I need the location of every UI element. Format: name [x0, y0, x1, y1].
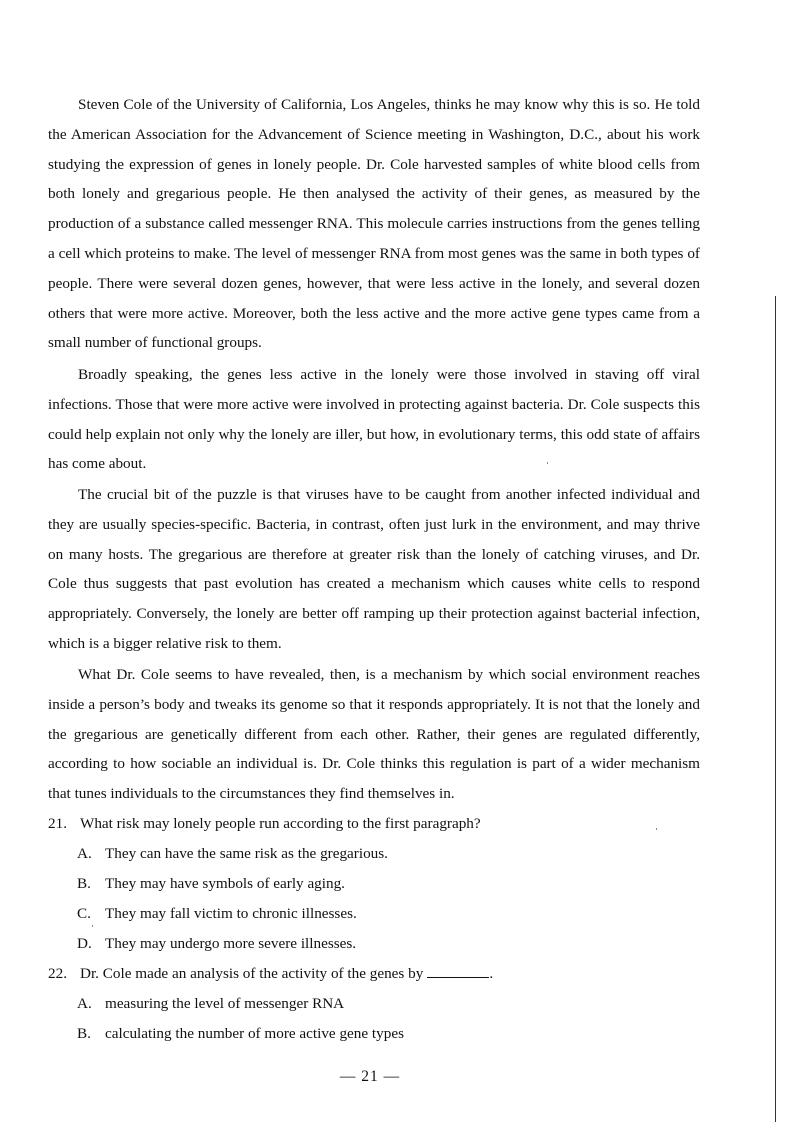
option-text: measuring the level of messenger RNA: [105, 995, 345, 1012]
option-letter: B.: [77, 875, 91, 892]
option-21-c: [77, 903, 357, 925]
answer-blank[interactable]: [427, 963, 489, 978]
scan-speck: [656, 828, 657, 830]
option-text: They may have symbols of early aging.: [105, 875, 345, 892]
scan-speck: [92, 925, 93, 927]
question-number: 22.: [48, 965, 67, 982]
option-22-b: [77, 1023, 404, 1045]
option-text: They can have the same risk as the gregarious.: [105, 845, 388, 862]
question-text: What risk may lonely people run according to the first paragraph?: [80, 815, 481, 832]
option-21-b: [77, 873, 345, 895]
question-number: 21.: [48, 815, 67, 832]
option-letter: C.: [77, 905, 91, 922]
option-letter: A.: [77, 995, 92, 1012]
option-letter: A.: [77, 845, 92, 862]
page-number: — 21 —: [339, 1068, 401, 1085]
question-suffix: .: [489, 965, 494, 982]
option-letter: D.: [77, 935, 92, 952]
question-21: [48, 813, 481, 835]
paragraph-2: Broadly speaking, the genes less active in the lonely were those involved in staving off viral infections. Those that were more active were involved in protecting against bacteria. Dr. Cole suspects this could help explain not only why the lonely are iller, but how, in evolutionary terms, this odd state of affairs has come about.: [48, 366, 700, 473]
scan-edge-line: [775, 296, 776, 1122]
question-text: Dr. Cole made an analysis of the activity of the genes by: [80, 965, 424, 982]
option-letter: B.: [77, 1025, 91, 1042]
question-22: [48, 963, 493, 985]
option-text: They may fall victim to chronic illnesses.: [105, 905, 357, 922]
paragraph-1: Steven Cole of the University of California, Los Angeles, thinks he may know why this is so. He told the American Association for the Advancement of Science meeting in Washington, D.C., about his work studying the expression of genes in lonely people. Dr. Cole harvested samples of white blood cells from both lonely and gregarious people. He then analysed the activity of their genes, as measured by the production of a substance called messenger RNA. This molecule carries instructions from the genes telling a cell which proteins to make. The level of messenger RNA from most genes was the same in both types of people. There were several dozen genes, however, that were less active in the lonely, and several dozen others that were more active. Moreover, both the less active and the more active gene types came from a small number of functional groups.: [48, 96, 700, 352]
option-22-a: [77, 993, 344, 1015]
option-21-a: [77, 843, 388, 865]
paragraph-3: The crucial bit of the puzzle is that viruses have to be caught from another infected individual and they are usually species-specific. Bacteria, in contrast, often just lurk in the environment, and may thrive on many hosts. The gregarious are therefore at greater risk than the lonely of catching viruses, and Dr. Cole thus suggests that past evolution has created a mechanism which causes white cells to respond appropriately. Conversely, the lonely are better off ramping up their protection against bacterial infection, which is a bigger relative risk to them.: [48, 486, 700, 652]
option-21-d: [77, 933, 356, 955]
scan-speck: [547, 462, 548, 464]
paragraph-4: What Dr. Cole seems to have revealed, then, is a mechanism by which social environment reaches inside a person’s body and tweaks its genome so that it responds appropriately. It is not that the lonely and the gregarious are genetically different from each other. Rather, their genes are regulated differently, according to how sociable an individual is. Dr. Cole thinks this regulation is part of a wider mechanism that tunes individuals to the circumstances they find themselves in.: [48, 666, 700, 803]
option-text: They may undergo more severe illnesses.: [105, 935, 357, 952]
option-text: calculating the number of more active gene types: [105, 1025, 404, 1042]
